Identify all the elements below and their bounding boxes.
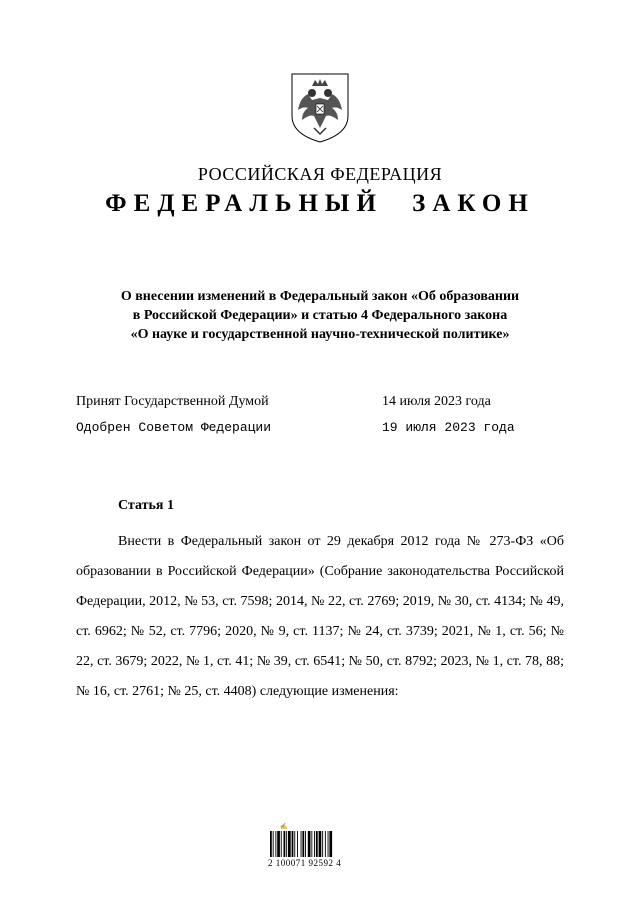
document-type: ФЕДЕРАЛЬНЫЙ ЗАКОН [105,190,535,217]
coat-of-arms-icon [288,72,352,144]
article-heading: Статья 1 [118,498,174,513]
law-title [60,287,580,344]
barcode-number: 2 100071 92592 4 [268,858,342,868]
approval-label-council: Одобрен Советом Федерации [76,420,272,435]
approval-date-council: 19 июля 2023 года [382,420,515,435]
approval-date-duma: 14 июля 2023 года [382,394,491,409]
law-title-line: в Российской Федерации» и статью 4 Федерального закона [132,308,508,323]
svg-text:✍: ✍ [280,824,288,830]
country-name: РОССИЙСКАЯ ФЕДЕРАЦИЯ [197,164,443,184]
law-title-line: «О науке и государственной научно-технической политике» [130,327,510,342]
article-body: Внести в Федеральный закон от 29 декабря 2012 года № 273-ФЗ «Об образовании в Российской Федерации» (Собрание законодательства Российской Федерации, 2012, № 53, ст. 7598; 2014, № 22, ст. 2769; 2019, № 30, ст. 4134; № 49, ст. 6962; № 52, ст. 7796; 2020, № 9, ст. 1137; № 24, ст. 3739; 2021, № 1, ст. 56; № 22, ст. 3679; 2022, № 1, ст. 41; № 39, ст. 6541; № 50, ст. 8792; 2023, № 1, ст. 78, 88; № 16, ст. 2761; № 25, ст. 4408) следующие изменения: [76,534,564,699]
law-title-line: О внесении изменений в Федеральный закон «Об образовании [120,289,520,304]
approval-label-duma: Принят Государственной Думой [76,394,269,409]
